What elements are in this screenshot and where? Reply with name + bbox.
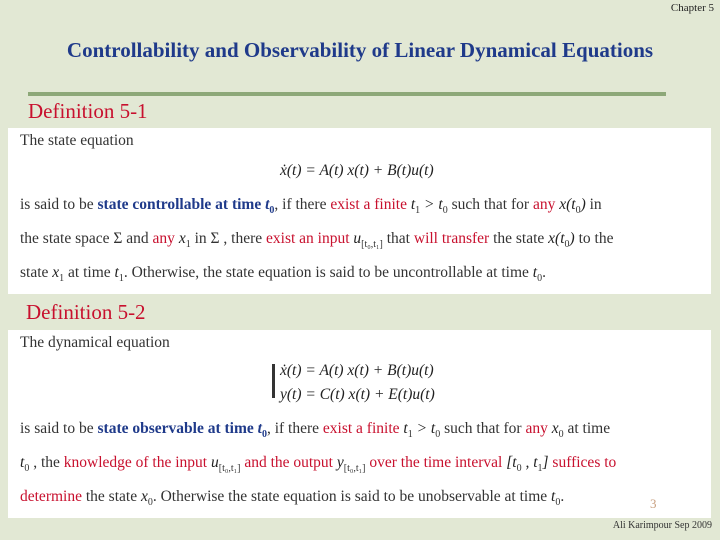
text: [t: [506, 454, 517, 471]
text: 0: [537, 273, 543, 285]
text: x(t: [548, 230, 565, 247]
text: t: [257, 420, 262, 437]
text: > t: [412, 420, 436, 437]
text: knowledge of the input: [63, 454, 211, 471]
text: the state: [489, 230, 549, 247]
text: state: [20, 264, 53, 281]
title-divider: [28, 92, 666, 96]
text: ): [580, 196, 586, 213]
text: 0: [24, 463, 30, 475]
text: .: [542, 264, 546, 281]
text: y: [336, 454, 344, 471]
text: 0: [442, 205, 448, 217]
text: in Σ , there: [190, 230, 267, 247]
text: 0: [555, 497, 561, 509]
text: at time: [64, 264, 115, 281]
text: x: [140, 488, 148, 505]
text: suffices to: [548, 454, 617, 471]
author-footer: Ali Karimpour Sep 2009: [612, 520, 712, 531]
text: t: [410, 196, 416, 213]
def2-line-1: [20, 420, 610, 440]
text: 0: [261, 429, 267, 441]
text: 1: [407, 429, 413, 441]
def1-line-1: [20, 196, 602, 216]
text: , the: [29, 454, 64, 471]
text: . Otherwise the state equation is said to be unobservable at time: [152, 488, 551, 505]
text: 1: [118, 273, 124, 285]
text: any: [525, 420, 552, 437]
text: t: [532, 264, 538, 281]
text: such that for: [447, 196, 533, 213]
def1-line-3: [20, 264, 546, 284]
text: x: [178, 230, 186, 247]
text: such that for: [440, 420, 526, 437]
text: any: [532, 196, 560, 213]
text: u: [210, 454, 219, 471]
definition-1-box: [8, 128, 711, 294]
text: the state: [81, 488, 141, 505]
text: [t₀,t₁]: [218, 463, 241, 475]
definition-2-title: Definition 5-2: [26, 300, 146, 324]
text: state observable at time: [97, 420, 258, 437]
text: > t: [420, 196, 443, 213]
def2-line-3: [20, 488, 564, 508]
text: x: [52, 264, 60, 281]
definition-2-box: [8, 330, 711, 518]
text: will transfer: [413, 230, 490, 247]
text: x: [551, 420, 559, 437]
text: .: [560, 488, 565, 505]
definition-1-title: Definition 5-1: [28, 99, 148, 123]
text: determine: [20, 488, 82, 505]
text: , t: [521, 454, 538, 471]
text: 0: [564, 239, 570, 251]
text: to the: [574, 230, 614, 247]
text: exist a finite: [322, 420, 404, 437]
text: 1: [415, 205, 421, 217]
text: 1: [185, 239, 191, 251]
text: the state space Σ and: [20, 230, 153, 247]
text: 0: [558, 429, 564, 441]
def1-line-2: [20, 230, 613, 250]
text: any: [152, 230, 179, 247]
text: t: [403, 420, 408, 437]
equation-brace: [272, 364, 275, 398]
text: at time: [563, 420, 611, 437]
text: [t₀,t₁]: [343, 463, 366, 475]
def2-equation-2: y(t) = C(t) x(t) + E(t)u(t): [280, 386, 435, 403]
text: is said to be: [20, 420, 98, 437]
text: ]: [542, 454, 549, 471]
text: t: [20, 454, 25, 471]
text: [t₀,t₁]: [361, 239, 383, 251]
text: t: [114, 264, 119, 281]
def1-intro: The state equation: [20, 132, 134, 149]
text: that: [382, 230, 414, 247]
slide-title: Controllability and Observability of Linear Dynamical Equations: [66, 38, 654, 62]
text: is said to be: [20, 196, 98, 213]
text: and the output: [240, 454, 337, 471]
text: exist an input: [266, 230, 354, 247]
chapter-label: Chapter 5: [670, 2, 714, 14]
text: 0: [575, 205, 581, 217]
text: t: [551, 488, 556, 505]
text: state controllable at time: [97, 196, 266, 213]
text: 0: [147, 497, 153, 509]
text: , if there: [266, 420, 323, 437]
text: 0: [269, 205, 275, 217]
def2-equation-1: ẋ(t) = A(t) x(t) + B(t)u(t): [280, 362, 434, 379]
text: exist a finite: [330, 196, 411, 213]
text: u: [353, 230, 362, 247]
text: ): [569, 230, 575, 247]
text: , if there: [274, 196, 331, 213]
text: x(t: [559, 196, 576, 213]
def2-line-2: [20, 454, 616, 474]
page-number: 3: [650, 496, 657, 511]
text: 0: [435, 429, 441, 441]
def2-intro: The dynamical equation: [20, 334, 170, 351]
text: over the time interval: [365, 454, 507, 471]
text: . Otherwise, the state equation is said to be uncontrollable at time: [123, 264, 533, 281]
def1-equation: ẋ(t) = A(t) x(t) + B(t)u(t): [280, 162, 434, 179]
text: 1: [537, 463, 543, 475]
text: t: [265, 196, 270, 213]
text: 1: [59, 273, 65, 285]
text: in: [585, 196, 602, 213]
text: 0: [516, 463, 522, 475]
